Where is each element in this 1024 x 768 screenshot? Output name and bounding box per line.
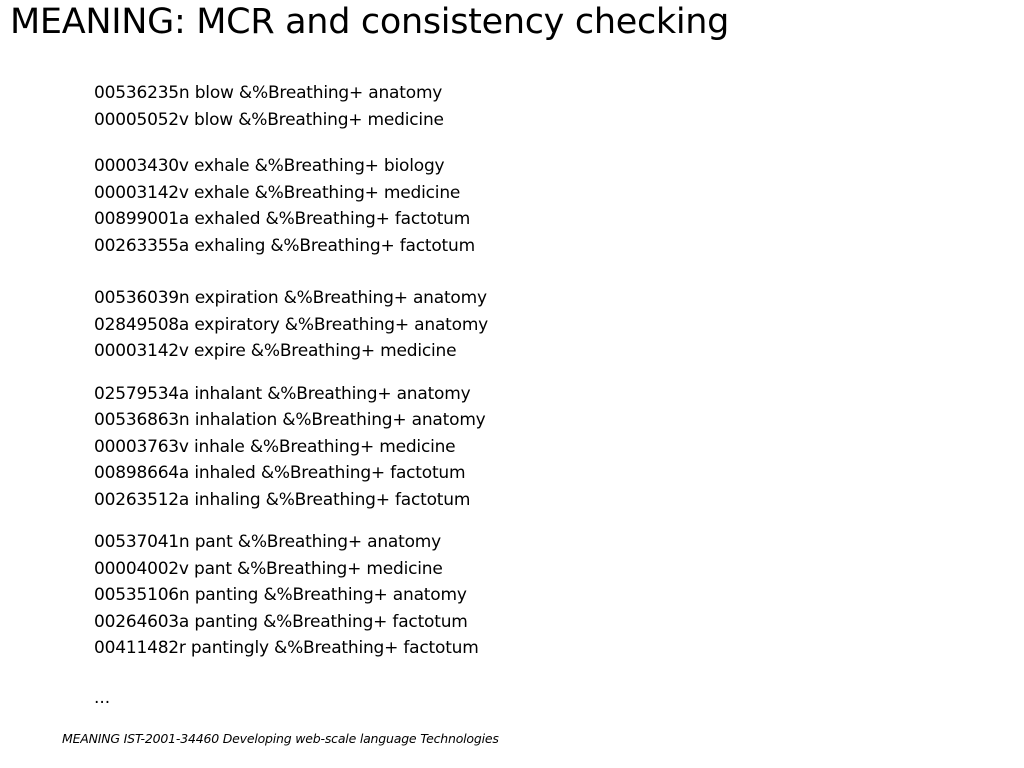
entry-line: 02849508a expiratory &%Breathing+ anatomy bbox=[94, 314, 489, 335]
entry-line: 00263355a exhaling &%Breathing+ factotum bbox=[94, 235, 475, 256]
entry-line: 00005052v blow &%Breathing+ medicine bbox=[94, 109, 444, 130]
entry-group-expire bbox=[94, 285, 488, 365]
entry-group-pant bbox=[94, 529, 488, 662]
entry-line: 00411482r pantingly &%Breathing+ factotum bbox=[94, 638, 479, 658]
entry-line: 00263512a inhaling &%Breathing+ factotum bbox=[94, 489, 471, 510]
entry-line: 00004002v pant &%Breathing+ medicine bbox=[94, 558, 443, 579]
entry-line: 00003142v exhale &%Breathing+ medicine bbox=[94, 182, 461, 203]
entry-group-exhale bbox=[94, 153, 488, 259]
entry-line: 00537041n pant &%Breathing+ anatomy bbox=[94, 532, 441, 552]
entry-line: 02579534a inhalant &%Breathing+ anatomy bbox=[94, 383, 471, 404]
entry-line: 00536863n inhalation &%Breathing+ anatomy bbox=[94, 410, 486, 430]
ellipsis: ... bbox=[94, 687, 111, 708]
entry-line: 00898664a inhaled &%Breathing+ factotum bbox=[94, 463, 466, 483]
entry-line: 00899001a exhaled &%Breathing+ factotum bbox=[94, 209, 471, 229]
entry-list bbox=[94, 80, 488, 711]
slide-title: MEANING: MCR and consistency checking bbox=[10, 2, 730, 42]
entry-group-blow bbox=[94, 80, 488, 133]
entry-line: 00536039n expiration &%Breathing+ anatomy bbox=[94, 288, 487, 308]
entry-line: 00264603a panting &%Breathing+ factotum bbox=[94, 611, 468, 632]
entry-line: 00003142v expire &%Breathing+ medicine bbox=[94, 341, 457, 361]
entry-line: 00535106n panting &%Breathing+ anatomy bbox=[94, 585, 467, 605]
entry-line: 00536235n blow &%Breathing+ anatomy bbox=[94, 83, 443, 103]
footer-caption: MEANING IST-2001-34460 Developing web-scale language Technologies bbox=[62, 731, 499, 746]
entry-line: 00003430v exhale &%Breathing+ biology bbox=[94, 156, 445, 176]
entry-line: 00003763v inhale &%Breathing+ medicine bbox=[94, 436, 456, 457]
entry-group-inhale bbox=[94, 381, 488, 514]
